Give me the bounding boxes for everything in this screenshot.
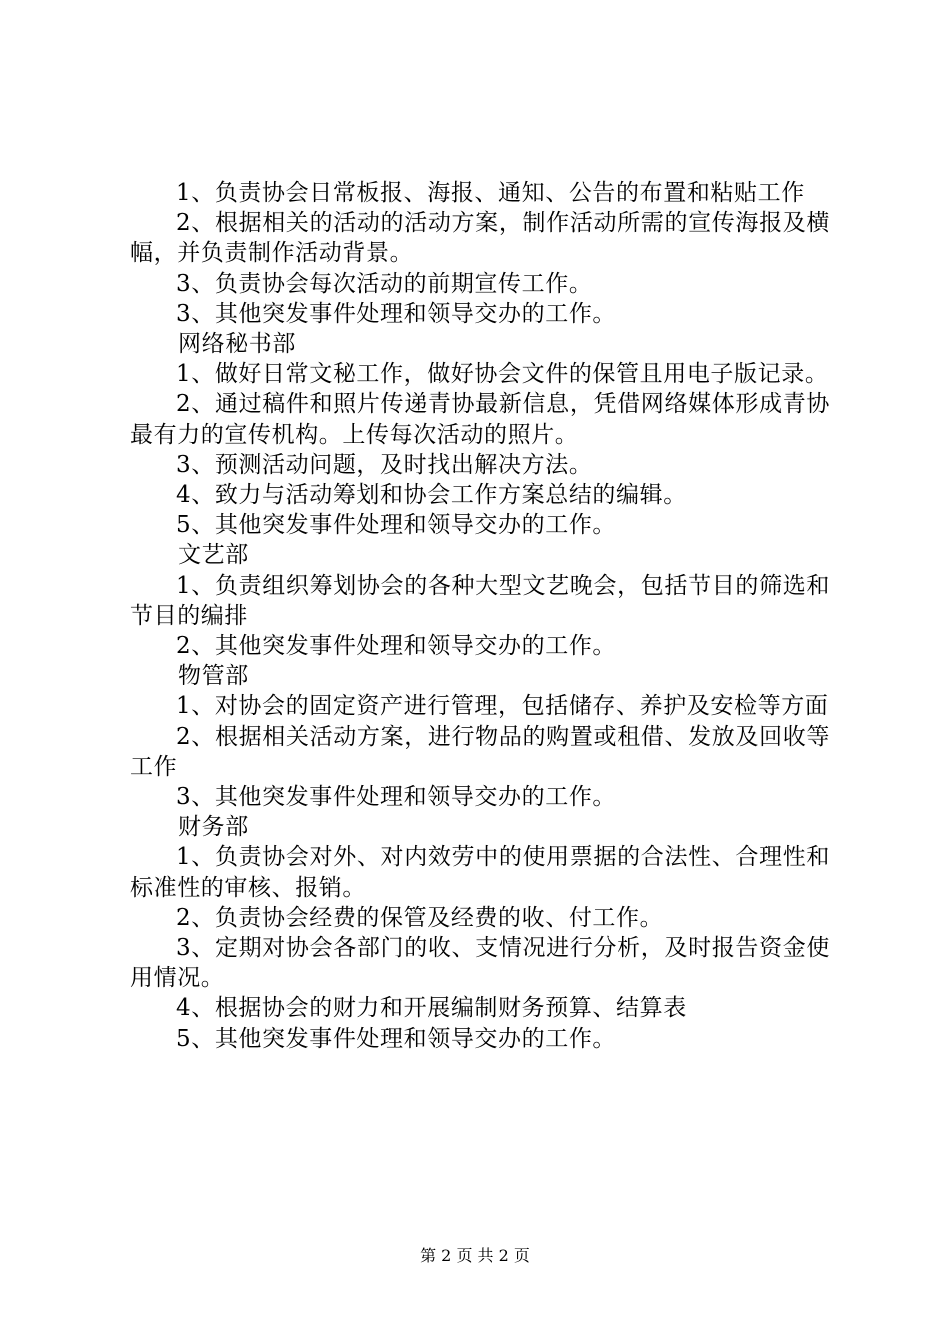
paragraph: 2、其他突发事件处理和领导交办的工作。 [176,633,617,660]
paragraph: 3、负责协会每次活动的前期宣传工作。 [176,270,593,297]
paragraph: 4、致力与活动筹划和协会工作方案总结的编辑。 [176,482,687,509]
paragraph: 3、预测活动问题，及时找出解决方法。 [176,451,593,478]
paragraph: 4、根据协会的财力和开展编制财务预算、结算表 [176,995,687,1022]
paragraph: 2、负责协会经费的保管及经费的收、付工作。 [176,904,664,931]
section-heading: 文艺部 [178,542,249,569]
paragraph: 1、对协会的固定资产进行管理，包括储存、养护及安检等方面 [176,693,829,720]
section-heading: 网络秘书部 [178,331,296,358]
section-heading: 物管部 [178,663,249,690]
paragraph: 2、根据相关的活动的活动方案，制作活动所需的宣传海报及横幅，并负责制作活动背景。 [130,210,830,267]
page-footer: 第 2 页 共 2 页 [420,1246,530,1265]
paragraph: 2、根据相关活动方案，进行物品的购置或租借、发放及回收等工作 [130,723,830,780]
paragraph: 5、其他突发事件处理和领导交办的工作。 [176,512,617,539]
paragraph: 1、负责组织筹划协会的各种大型文艺晚会，包括节目的筛选和节目的编排 [130,572,830,629]
paragraph: 1、做好日常文秘工作，做好协会文件的保管且用电子版记录。 [176,361,829,388]
paragraph: 1、负责协会对外、对内效劳中的使用票据的合法性、合理性和标准性的审核、报销。 [130,844,830,901]
paragraph: 5、其他突发事件处理和领导交办的工作。 [176,1025,617,1052]
paragraph: 1、负责协会日常板报、海报、通知、公告的布置和粘贴工作 [176,180,805,206]
paragraph: 3、其他突发事件处理和领导交办的工作。 [176,784,617,811]
document-body [130,178,830,1054]
paragraph: 3、其他突发事件处理和领导交办的工作。 [176,300,617,327]
paragraph: 3、定期对协会各部门的收、支情况进行分析，及时报告资金使用情况。 [130,935,830,992]
section-heading: 财务部 [178,814,249,841]
paragraph: 2、通过稿件和照片传递青协最新信息，凭借网络媒体形成青协最有力的宣传机构。上传每次活动的照片。 [130,391,830,448]
